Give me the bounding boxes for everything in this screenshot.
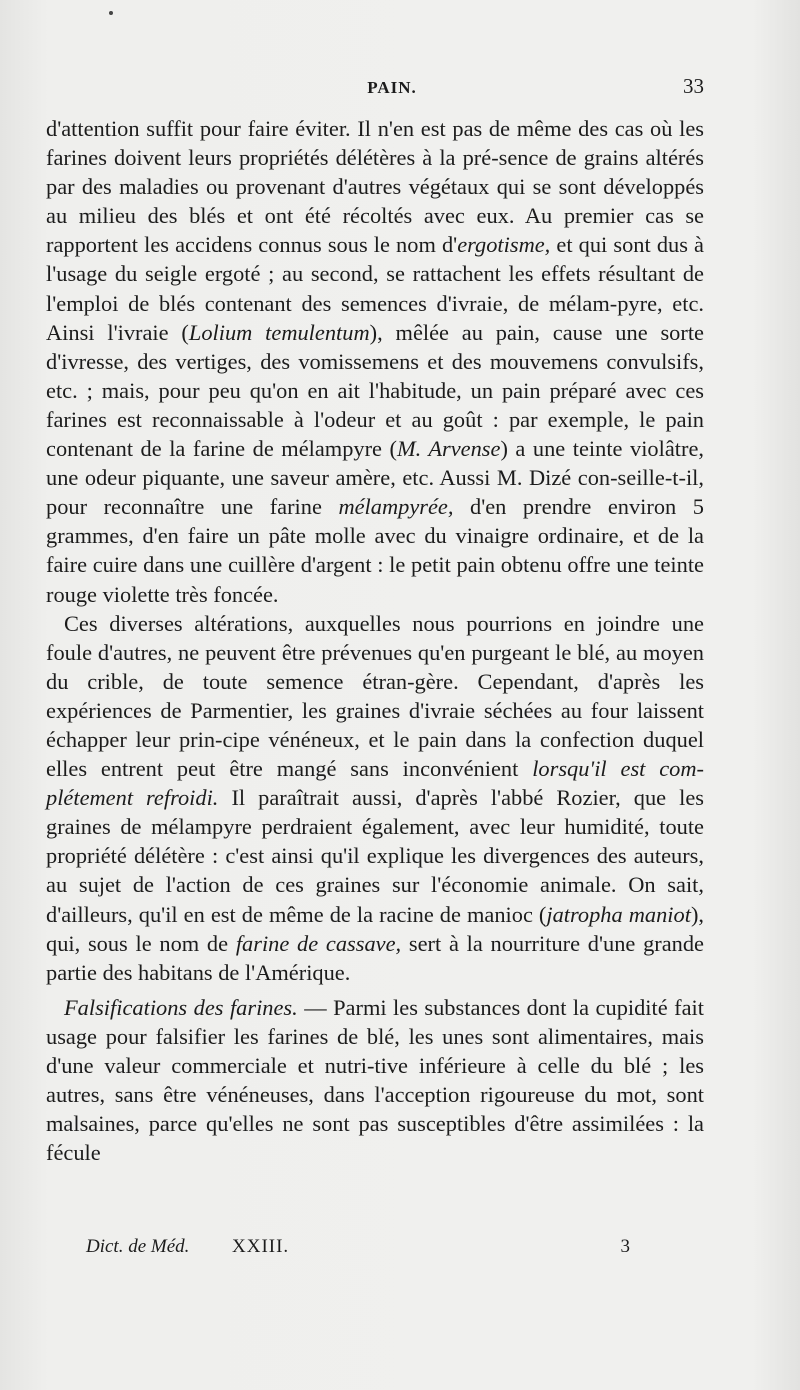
running-head-title: PAIN. bbox=[367, 78, 417, 97]
footer-book-title: Dict. de Méd. bbox=[86, 1236, 190, 1257]
text-run: et qui sont dus à l'usage du seigle ergoté ; au second, se rattachent les effets résultant de l'emploi de blés contenant des semences d'ivraie, de mélam-pyre, etc. Ainsi l'ivraie ( bbox=[46, 232, 704, 345]
paragraph-falsifications bbox=[46, 993, 704, 1168]
italic-term: jatropha maniot bbox=[546, 901, 691, 927]
text-run: — Parmi les substances dont la cupidité fait usage pour falsifier les farines de blé, les unes sont alimentaires, mais d'une valeur commerciale et nutri-tive inférieure à celle du blé ; les autres, sans être vénéneuses, dans l'acception rigoureuse du mot, sont malsaines, parce qu'elles ne sont pas susceptibles d'être assimilées : la fécule bbox=[46, 994, 704, 1166]
italic-term: ergotisme, bbox=[457, 232, 551, 258]
footer-volume: XXIII. bbox=[232, 1236, 290, 1257]
text-run: d'en prendre environ 5 grammes, d'en faire un pâte molle avec du vinaigre ordinaire, et de la faire cuire dans une cuillère d'argent : le petit pain obtenu offre une teinte rouge violette très foncée. bbox=[46, 494, 704, 607]
italic-term: M. Arvense bbox=[396, 436, 501, 462]
text-run: sert à la nourriture d'une grande partie des habitans de l'Amérique. bbox=[46, 930, 704, 985]
page-number: 33 bbox=[683, 74, 704, 98]
italic-term: mélampyrée, bbox=[338, 494, 454, 520]
body-text bbox=[46, 114, 704, 1167]
italic-term: Lolium temulentum bbox=[188, 319, 370, 345]
running-head bbox=[80, 72, 704, 108]
text-run: ), qui, sous le nom de bbox=[46, 901, 704, 956]
paragraph-continuation bbox=[46, 114, 704, 609]
page-footer bbox=[86, 1236, 630, 1266]
text-run: d'attention suffit pour faire éviter. Il n'en est pas de même des cas où les farines doivent leurs propriétés délétères à la pré-sence de grains altérés par des maladies ou provenant d'autres végétaux qui se sont développés au milieu des blés et ont été récoltés avec eux. Au premier cas se rapportent les accidens connus sous le nom d' bbox=[46, 116, 704, 258]
italic-term: farine de cassave, bbox=[235, 930, 402, 956]
paragraph-alterations bbox=[46, 609, 704, 987]
section-heading: Falsifications des farines. bbox=[64, 994, 298, 1020]
italic-term: lorsqu'il est com-plétement refroidi. bbox=[46, 756, 704, 811]
text-run: Ces diverses altérations, auxquelles nous pourrions en joindre une foule d'autres, ne peuvent être prévenues qu'en purgeant le blé, au moyen du crible, de toute semence étran-gère. Cependant, d'après les expériences de Parmentier, les graines d'ivraie séchées au four laissent échapper leur prin-cipe vénéneux, et le pain dans la confection duquel elles entrent peut être mangé sans inconvénient bbox=[46, 610, 704, 782]
ink-speck bbox=[109, 11, 113, 15]
text-run: ), mêlée au pain, cause une sorte d'ivresse, des vertiges, des vomissemens et des mouvemens convulsifs, etc. ; mais, pour peu qu'on en ait l'habitude, un pain préparé avec ces farines est reconnaissable à l'odeur et au goût : par exemple, le pain contenant de la farine de mélampyre ( bbox=[46, 319, 704, 462]
text-run: Il paraîtrait aussi, d'après l'abbé Rozier, que les graines de mélampyre perdraient également, avec leur humidité, toute propriété délétère : c'est ainsi qu'il explique les divergences des auteurs, au sujet de l'action de ces graines sur l'économie animale. On sait, d'ailleurs, qu'il en est de même de la racine de manioc ( bbox=[46, 785, 704, 927]
text-run: ) a une teinte violâtre, une odeur piquante, une saveur amère, etc. Aussi M. Dizé con-seille-t-il, pour reconnaître une farine bbox=[46, 436, 704, 520]
footer-signature-mark: 3 bbox=[620, 1236, 630, 1257]
